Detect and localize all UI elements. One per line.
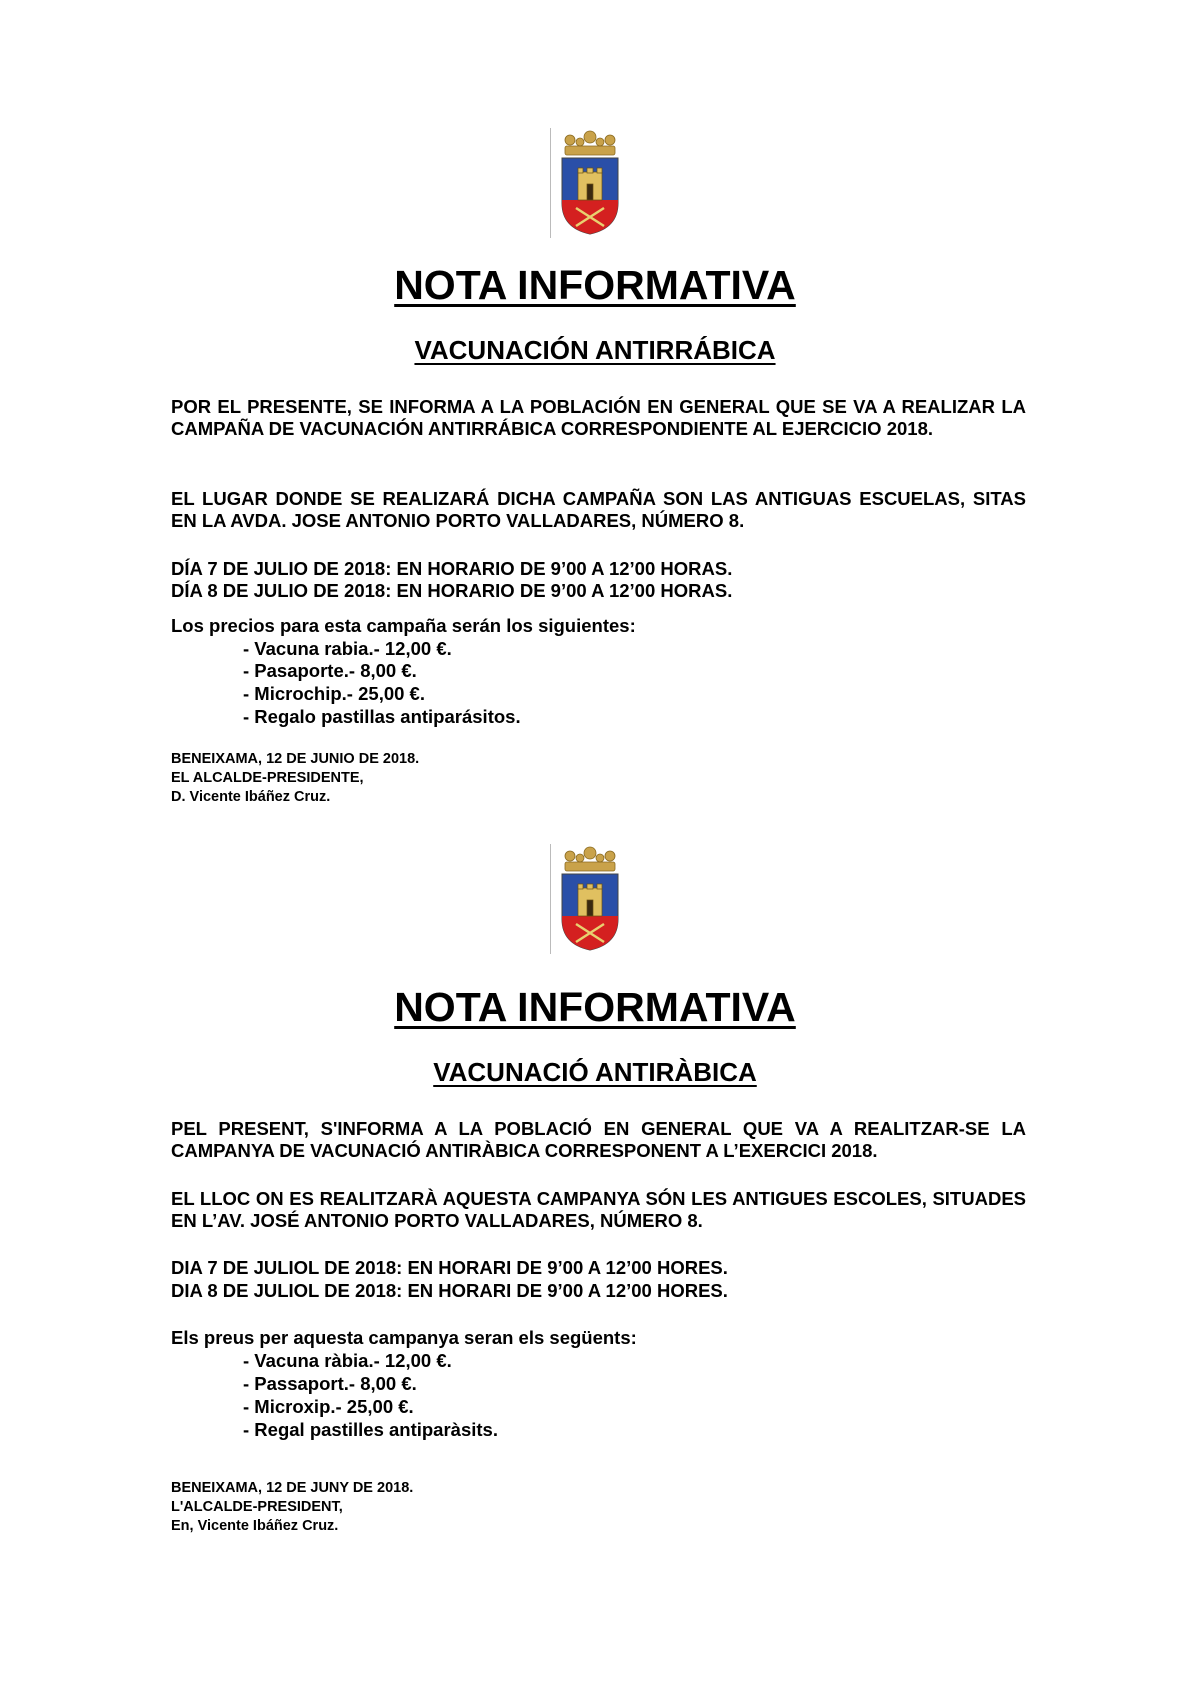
price-item: - Microxip.- 25,00 €. [243, 1396, 414, 1417]
price-item: - Regalo pastillas antiparásitos. [243, 706, 521, 727]
signature-name: En, Vicente Ibáñez Cruz. [171, 1518, 339, 1534]
price-item: - Vacuna rabia.- 12,00 €. [243, 638, 452, 659]
schedule-line: DIA 7 DE JULIOL DE 2018: EN HORARI DE 9’00 A 12’00 HORES. [171, 1257, 728, 1278]
notice-title: NOTA INFORMATIVA [394, 262, 796, 308]
notice-subtitle: VACUNACIÓ ANTIRÀBICA [433, 1057, 757, 1087]
coat-of-arms-icon [550, 128, 630, 238]
prices-intro: Els preus per aquesta campanya seran els següents: [171, 1327, 637, 1348]
signature-place-date: BENEIXAMA, 12 DE JUNY DE 2018. [171, 1480, 414, 1496]
price-item: - Vacuna ràbia.- 12,00 €. [243, 1350, 452, 1371]
intro-paragraph: PEL PRESENT, S'INFORMA A LA POBLACIÓ EN GENERAL QUE VA A REALITZAR-SE LA CAMPANYA DE VACUNACIÓ ANTIRÀBICA CORRESPONENT A L’EXERCICI 2018. [171, 1118, 1026, 1161]
price-item: - Pasaporte.- 8,00 €. [243, 660, 417, 681]
signature-place-date: BENEIXAMA, 12 DE JUNIO DE 2018. [171, 751, 420, 767]
signature-role: EL ALCALDE-PRESIDENTE, [171, 770, 364, 786]
location-paragraph: EL LLOC ON ES REALITZARÀ AQUESTA CAMPANYA SÓN LES ANTIGUES ESCOLES, SITUADES EN L’AV. JOSÉ ANTONIO PORTO VALLADARES, NÚMERO 8. [171, 1188, 1026, 1231]
schedule-line: DIA 8 DE JULIOL DE 2018: EN HORARI DE 9’00 A 12’00 HORES. [171, 1280, 728, 1301]
schedule-line: DÍA 7 DE JULIO DE 2018: EN HORARIO DE 9’00 A 12’00 HORAS. [171, 558, 733, 579]
coat-of-arms-icon [550, 844, 630, 954]
signature-role: L'ALCALDE-PRESIDENT, [171, 1499, 343, 1515]
intro-paragraph: POR EL PRESENTE, SE INFORMA A LA POBLACIÓN EN GENERAL QUE SE VA A REALIZAR LA CAMPAÑA DE VACUNACIÓN ANTIRRÁBICA CORRESPONDIENTE AL EJERCICIO 2018. [171, 396, 1026, 439]
schedule-line: DÍA 8 DE JULIO DE 2018: EN HORARIO DE 9’00 A 12’00 HORAS. [171, 580, 733, 601]
price-item: - Regal pastilles antiparàsits. [243, 1419, 498, 1440]
notice-subtitle: VACUNACIÓN ANTIRRÁBICA [414, 335, 776, 365]
price-item: - Passaport.- 8,00 €. [243, 1373, 417, 1394]
price-item: - Microchip.- 25,00 €. [243, 683, 425, 704]
signature-name: D. Vicente Ibáñez Cruz. [171, 789, 331, 805]
notice-valencian [0, 842, 1190, 1684]
prices-intro: Los precios para esta campaña serán los siguientes: [171, 615, 636, 636]
notice-title: NOTA INFORMATIVA [394, 984, 796, 1030]
location-paragraph: EL LUGAR DONDE SE REALIZARÁ DICHA CAMPAÑA SON LAS ANTIGUAS ESCUELAS, SITAS EN LA AVDA. JOSE ANTONIO PORTO VALLADARES, NÚMERO 8. [171, 488, 1026, 531]
